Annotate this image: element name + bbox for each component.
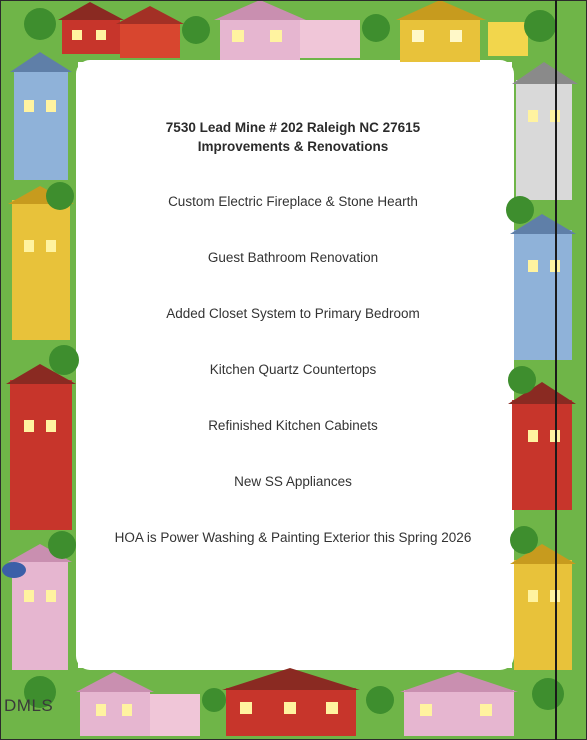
section-title: Improvements & Renovations [197, 139, 389, 154]
improvement-item: HOA is Power Washing & Painting Exterior this Spring 2026 [114, 530, 472, 545]
improvement-item: New SS Appliances [234, 474, 352, 489]
improvement-item: Guest Bathroom Renovation [207, 250, 379, 265]
improvement-item: Kitchen Quartz Countertops [209, 362, 377, 377]
flyer-content [78, 64, 508, 664]
mls-watermark: DMLS [4, 696, 54, 715]
property-address: 7530 Lead Mine # 202 Raleigh NC 27615 [165, 120, 421, 135]
flyer-header [78, 118, 508, 156]
improvement-item: Custom Electric Fireplace & Stone Hearth [168, 194, 418, 209]
improvement-item: Refinished Kitchen Cabinets [208, 418, 378, 433]
improvement-item: Added Closet System to Primary Bedroom [166, 306, 420, 321]
